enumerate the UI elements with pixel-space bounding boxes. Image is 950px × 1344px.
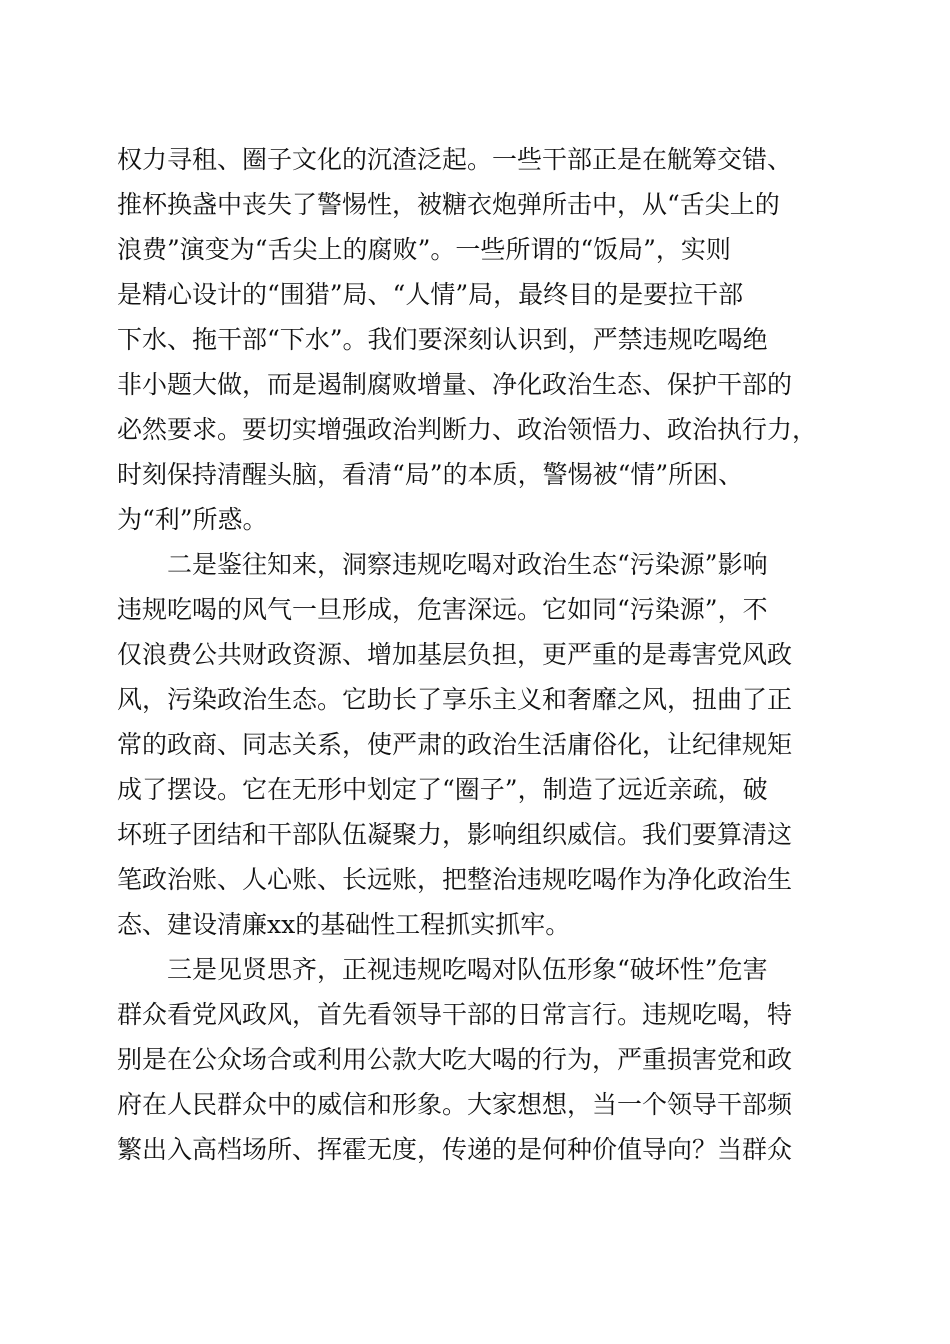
text-line: 违规吃喝的风气一旦形成，危害深远。它如同“污染源”，不 bbox=[117, 595, 768, 624]
text-line: 笔政治账、人心账、长远账，把整治违规吃喝作为净化政治生 bbox=[117, 865, 793, 894]
text-line: 坏班子团结和干部队伍凝聚力，影响组织威信。我们要算清这 bbox=[117, 820, 793, 849]
section-heading: 三是见贤思齐，正视违规吃喝对队伍形象“破坏性”危害 bbox=[167, 955, 768, 984]
text-line: 推杯换盏中丧失了警惕性，被糖衣炮弹所击中，从“舌尖上的 bbox=[117, 190, 780, 219]
text-line: 时刻保持清醒头脑，看清“局”的本质，警惕被“情”所困、 bbox=[117, 460, 744, 489]
text-line: 为“利”所惑。 bbox=[117, 505, 268, 534]
text-line: 权力寻租、圈子文化的沉渣泛起。一些干部正是在觥筹交错、 bbox=[117, 145, 793, 174]
text-line: 仅浪费公共财政资源、增加基层负担，更严重的是毒害党风政 bbox=[117, 640, 793, 669]
text-line: 浪费”演变为“舌尖上的腐败”。一些所谓的“饭局”，实则 bbox=[117, 235, 731, 264]
text-line: 群众看党风政风，首先看领导干部的日常言行。违规吃喝，特 bbox=[117, 1000, 793, 1029]
text-line: 繁出入高档场所、挥霍无度，传递的是何种价值导向？当群众 bbox=[117, 1135, 793, 1164]
text-line: 是精心设计的“围猎”局、“人情”局，最终目的是要拉干部 bbox=[117, 280, 744, 309]
text-line: 下水、拖干部“下水”。我们要深刻认识到，严禁违规吃喝绝 bbox=[117, 325, 768, 354]
section-heading: 二是鉴往知来，洞察违规吃喝对政治生态“污染源”影响 bbox=[167, 550, 768, 579]
text-line: 非小题大做，而是遏制腐败增量、净化政治生态、保护干部的 bbox=[117, 370, 793, 399]
text-line: 成了摆设。它在无形中划定了“圈子”，制造了远近亲疏，破 bbox=[117, 775, 768, 804]
text-line: 态、建设清廉xx的基础性工程抓实抓牢。 bbox=[117, 910, 571, 939]
text-line: 必然要求。要切实增强政治判断力、政治领悟力、政治执行力， bbox=[117, 415, 818, 444]
text-line: 府在人民群众中的威信和形象。大家想想，当一个领导干部频 bbox=[117, 1090, 793, 1119]
text-line: 别是在公众场合或利用公款大吃大喝的行为，严重损害党和政 bbox=[117, 1045, 793, 1074]
text-line: 常的政商、同志关系，使严肃的政治生活庸俗化，让纪律规矩 bbox=[117, 730, 793, 759]
text-line: 风，污染政治生态。它助长了享乐主义和奢靡之风，扭曲了正 bbox=[117, 685, 793, 714]
document-body bbox=[117, 137, 837, 1172]
